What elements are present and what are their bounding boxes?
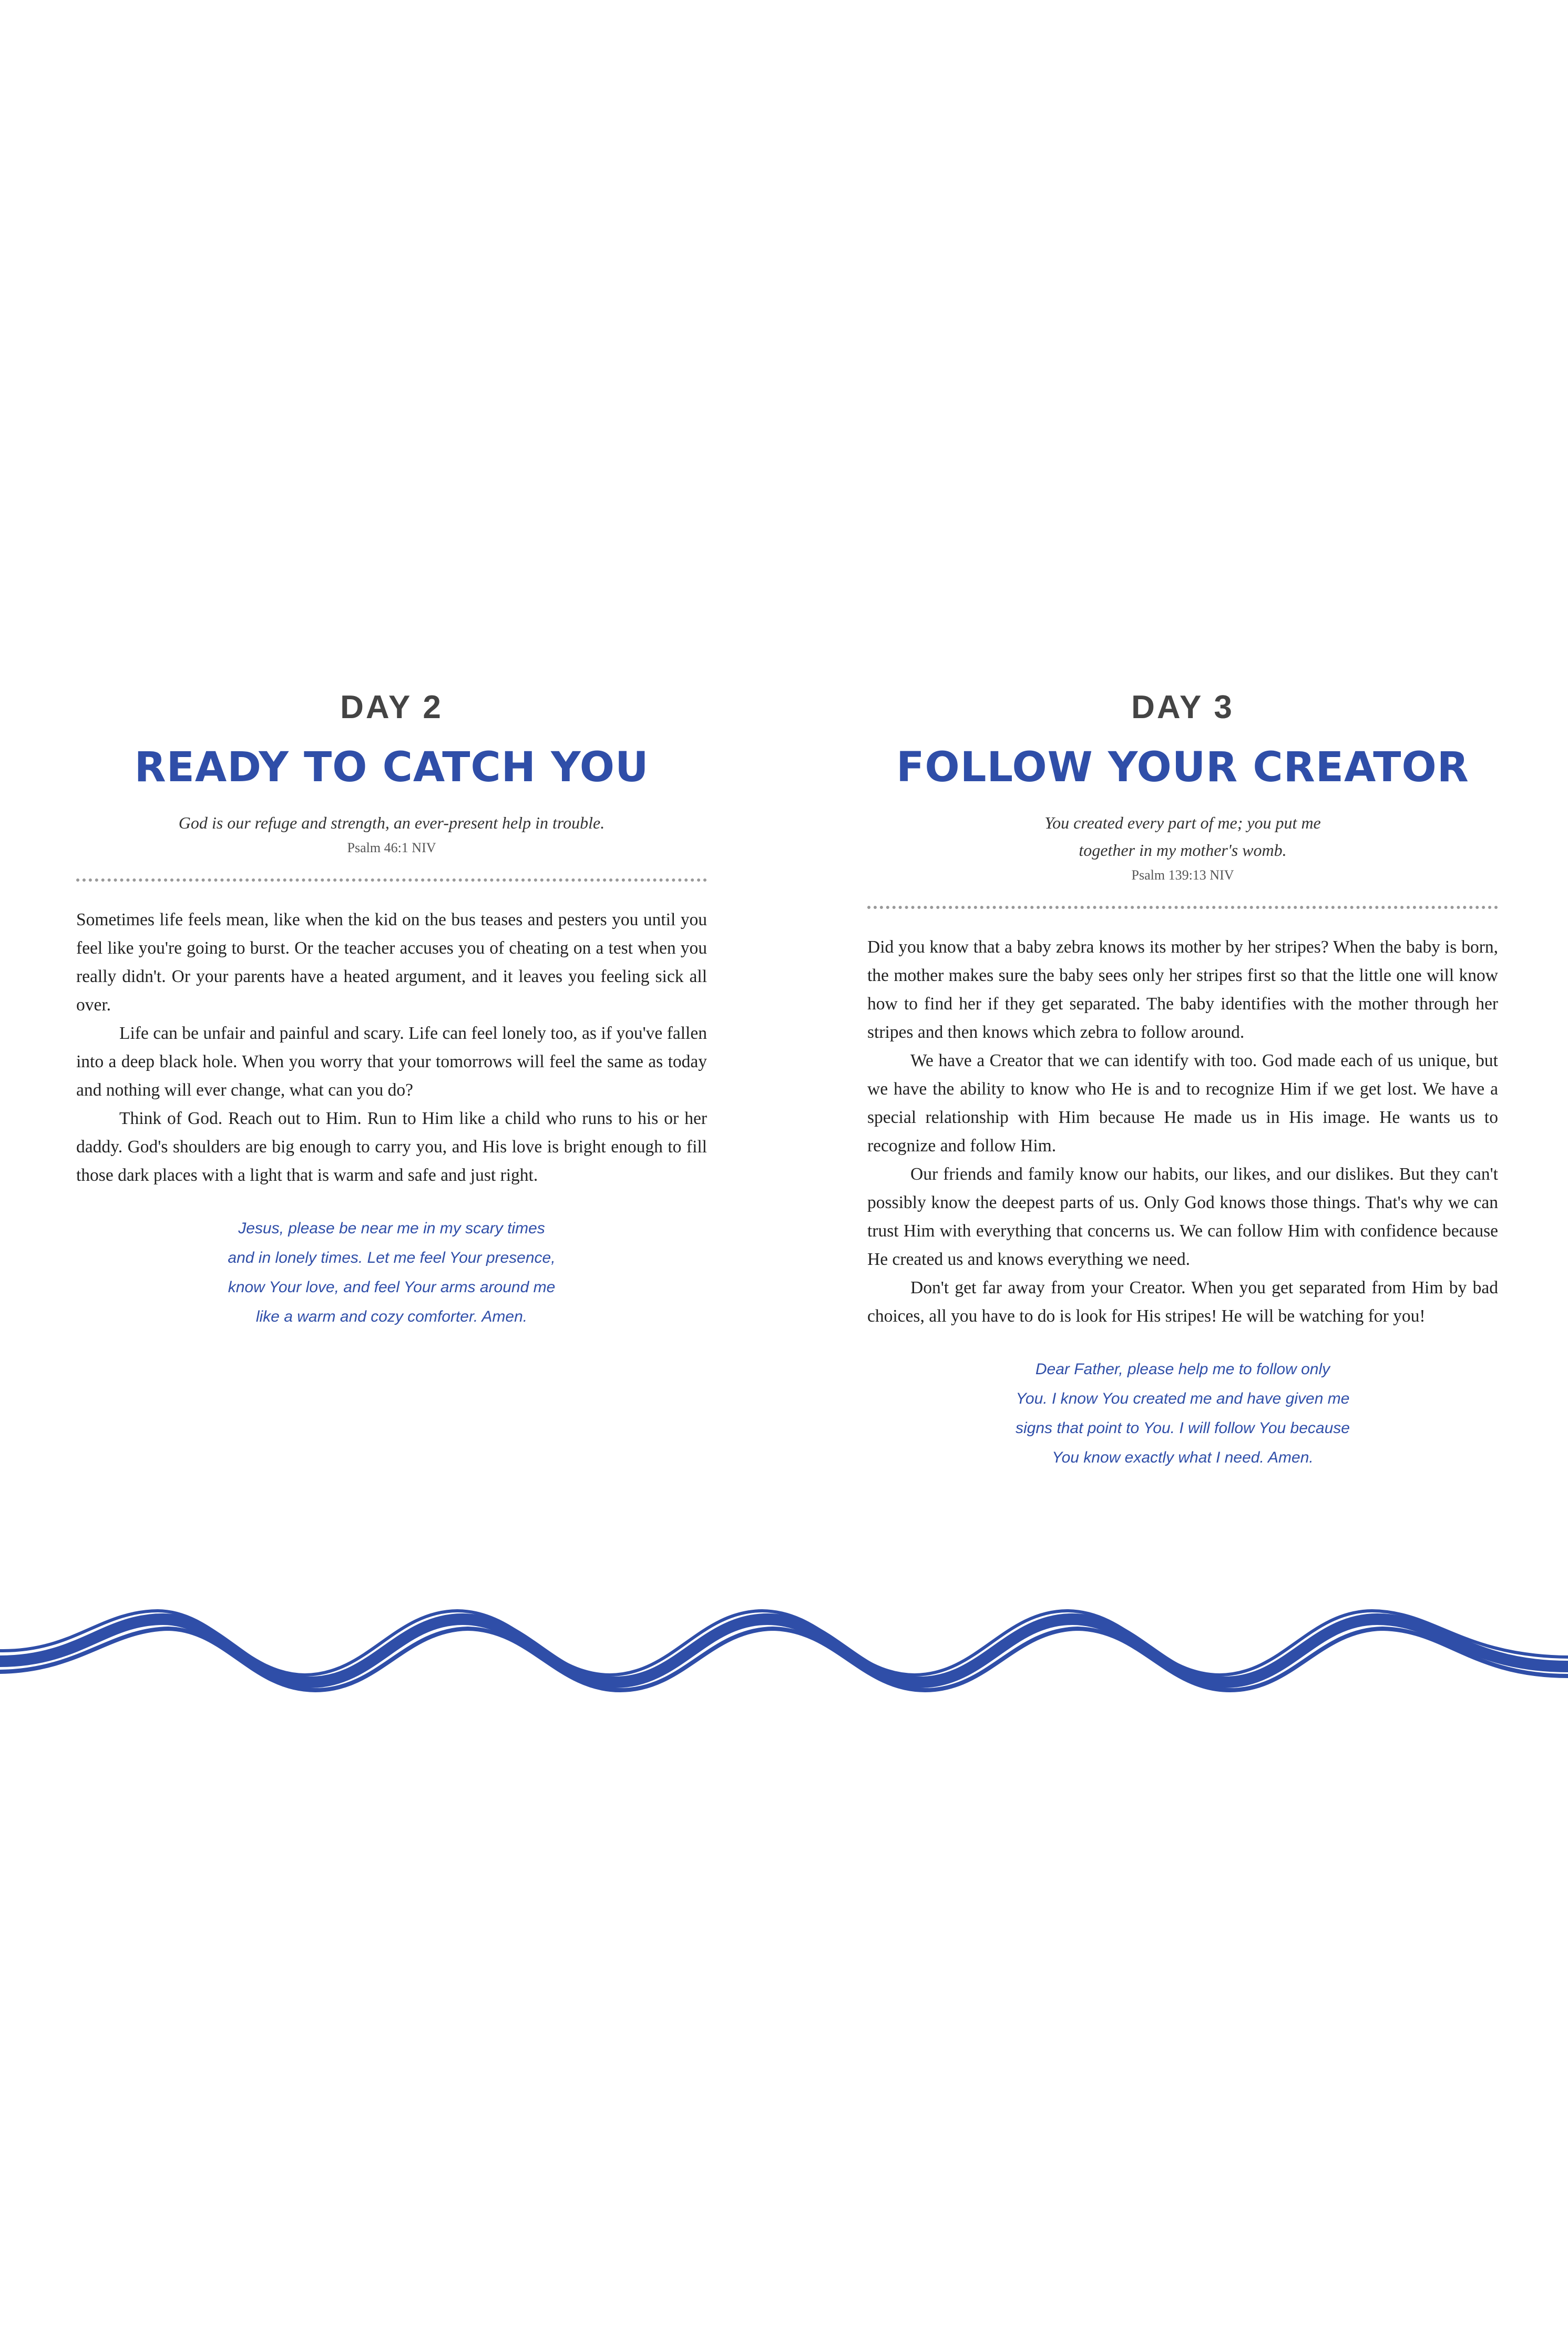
- devotion-body: [76, 906, 707, 1190]
- scripture-quote-line: You created every part of me; you put me: [1044, 813, 1321, 832]
- devotion-title: FOLLOW YOUR CREATOR: [896, 744, 1469, 791]
- dotted-divider: [867, 906, 1498, 909]
- body-paragraph: Life can be unfair and painful and scary. Life can feel lonely too, as if you've fallen into a deep black hole. When you worry that your tomorrows will feel the same as today and nothing will ever change, what can you do?: [76, 1024, 707, 1100]
- prayer-line: Dear Father, please help me to follow only: [1035, 1361, 1330, 1378]
- day-label: DAY 3: [1131, 689, 1234, 725]
- prayer-line: like a warm and cozy comforter. Amen.: [255, 1308, 528, 1325]
- prayer: [867, 1355, 1498, 1473]
- dotted-divider: [76, 878, 707, 882]
- body-paragraph: Our friends and family know our habits, our likes, and our dislikes. But they can't possibly know the deepest parts of us. Only God knows those things. That's why we can trust Him with everything that concerns us. We can follow Him with confidence because He created us and knows everything we need.: [867, 1164, 1498, 1269]
- prayer-line: and in lonely times. Let me feel Your presence,: [228, 1249, 556, 1266]
- day-label: DAY 2: [340, 689, 443, 725]
- body-paragraph: Think of God. Reach out to Him. Run to Him like a child who runs to his or her daddy. God's shoulders are big enough to carry you, and His love is bright enough to fill those dark places with a light that is warm and safe and just right.: [76, 1109, 707, 1185]
- scripture-quote-line: together in my mother's womb.: [1079, 841, 1287, 860]
- prayer-line: Jesus, please be near me in my scary times: [238, 1220, 545, 1237]
- scripture-quote: [867, 809, 1498, 864]
- body-paragraph: We have a Creator that we can identify with too. God made each of us unique, but we have the ability to know who He is and to recognize Him if we get lost. We have a special relationship with Him because He made us in His image. He wants us to recognize and follow Him.: [867, 1051, 1498, 1156]
- scripture-citation: Psalm 46:1 NIV: [347, 840, 436, 855]
- body-paragraph: Sometimes life feels mean, like when the kid on the bus teases and pesters you until you feel like you're going to burst. Or the teacher accuses you of cheating on a test when you really didn't. Or your parents have a heated argument, and it leaves you feeling sick all over.: [76, 910, 707, 1015]
- scripture-quote: God is our refuge and strength, an ever-present help in trouble.: [178, 813, 605, 832]
- body-paragraph: Did you know that a baby zebra knows its mother by her stripes? When the baby is born, the mother makes sure the baby sees only her stripes first so that the little one will know how to find her if they get separated. The baby identifies with the mother through her stripes and then knows which zebra to follow around.: [867, 937, 1498, 1042]
- devotion-body: [867, 933, 1498, 1331]
- page-day-3: [867, 691, 1498, 1473]
- prayer-line: know Your love, and feel Your arms around me: [228, 1279, 556, 1296]
- decorative-wave-band: [0, 1588, 1568, 1714]
- devotion-title: READY TO CATCH YOU: [134, 744, 649, 791]
- scripture-citation: Psalm 139:13 NIV: [1131, 867, 1234, 883]
- prayer-line: signs that point to You. I will follow You because: [1016, 1419, 1350, 1437]
- page-day-2: [76, 691, 707, 1332]
- wave-stroke: [0, 1629, 1568, 1690]
- prayer-line: You know exactly what I need. Amen.: [1052, 1449, 1314, 1466]
- prayer: [76, 1214, 707, 1332]
- body-paragraph: Don't get far away from your Creator. When you get separated from Him by bad choices, all you have to do is look for His stripes! He will be watching for you!: [867, 1278, 1498, 1326]
- prayer-line: You. I know You created me and have given me: [1016, 1390, 1350, 1407]
